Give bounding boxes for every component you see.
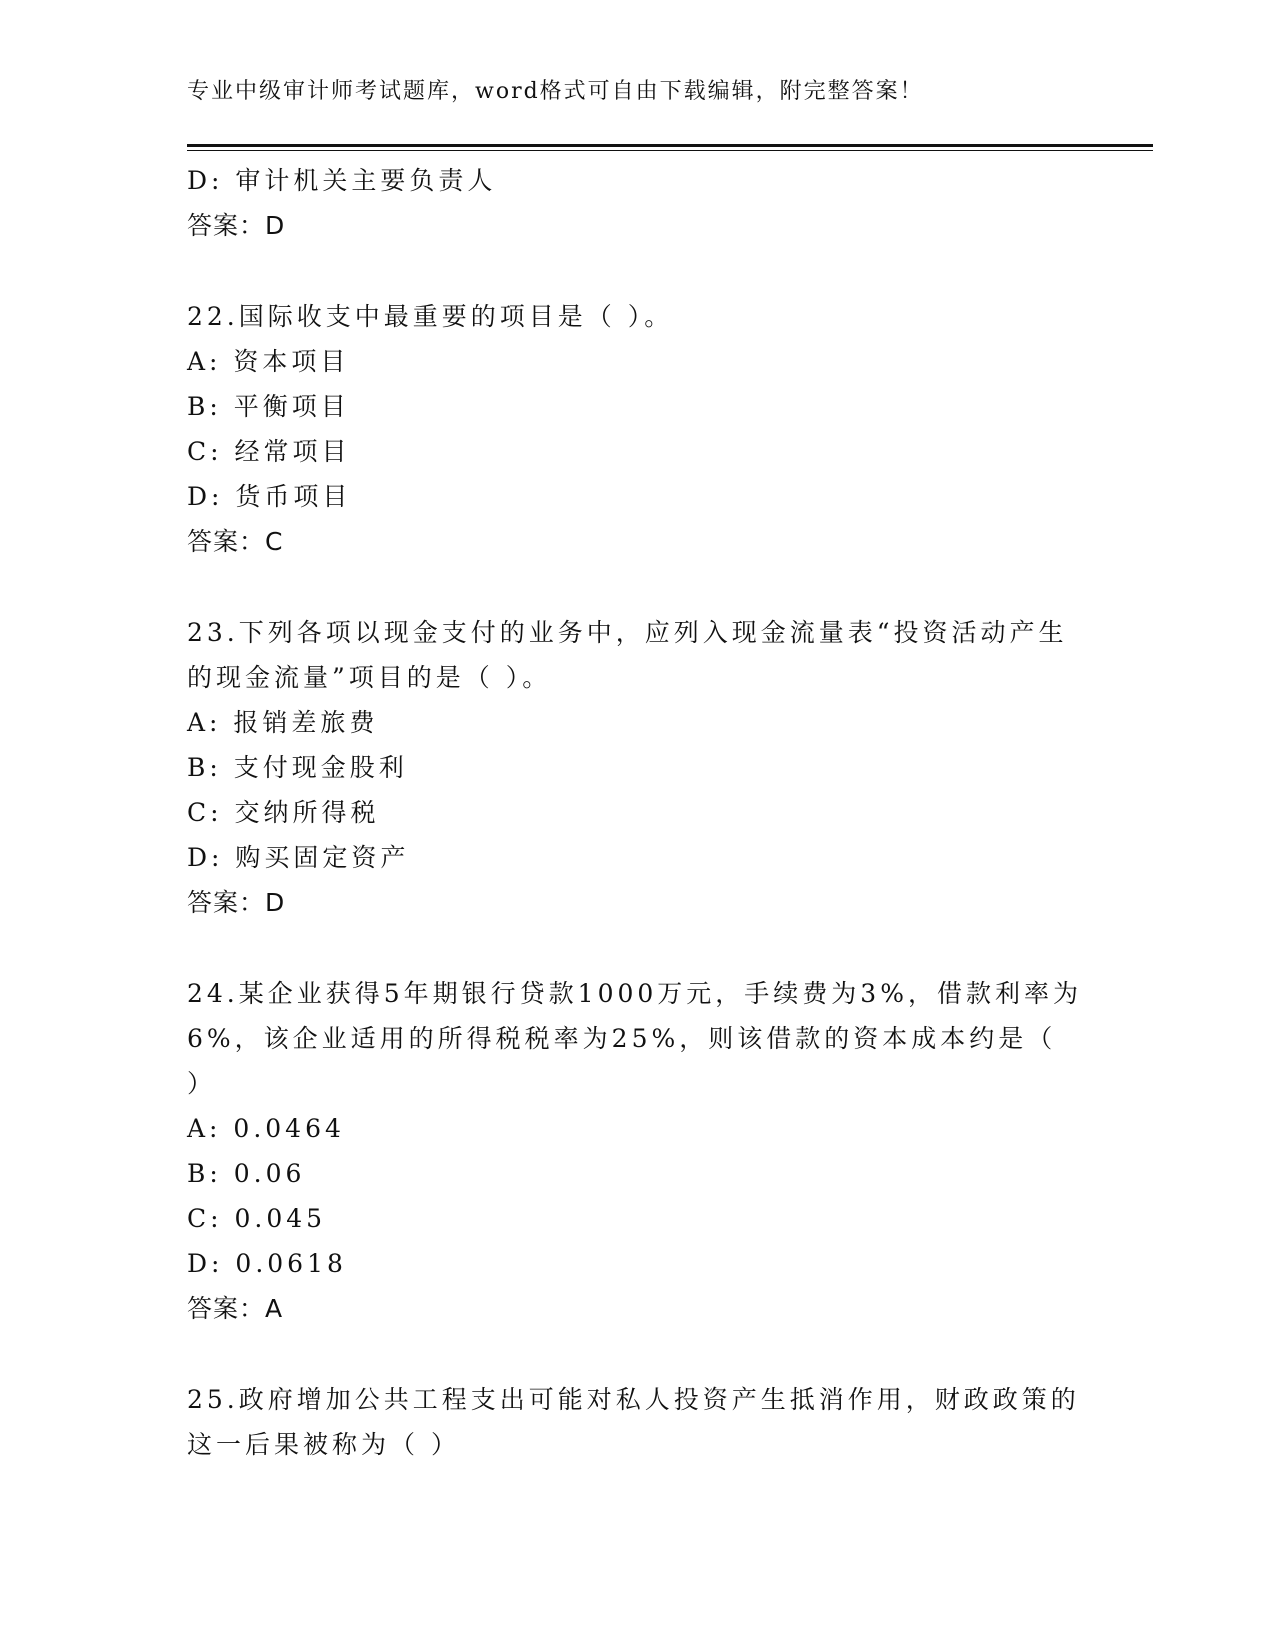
question-block (187, 1377, 1087, 1467)
question-line: 23.下列各项以现金支付的业务中，应列入现金流量表“投资活动产生 (187, 618, 1068, 647)
question-line: A: 报销差旅费 (187, 708, 379, 737)
block-spacer (187, 249, 1087, 294)
answer-line: 答案：A (187, 1294, 284, 1323)
question-block (187, 294, 1087, 565)
block-spacer (187, 1332, 1087, 1377)
question-line: 这一后果被称为（ ） (187, 1430, 460, 1459)
question-content (187, 158, 1087, 1467)
question-line: B: 0.06 (187, 1159, 306, 1188)
question-line: ） (187, 1069, 217, 1098)
question-line: 6%，该企业适用的所得税税率为25%，则该借款的资本成本约是（ (187, 1024, 1057, 1053)
question-block (187, 610, 1087, 926)
question-line: C: 交纳所得税 (187, 798, 380, 827)
page-header: 专业中级审计师考试题库，word格式可自由下载编辑，附完整答案！ (187, 79, 924, 104)
question-line: C: 0.045 (187, 1204, 327, 1233)
question-line: D: 购买固定资产 (187, 843, 410, 872)
answer-line: 答案：D (187, 211, 286, 240)
question-line: D: 货币项目 (187, 482, 352, 511)
answer-line: 答案：C (187, 527, 284, 556)
block-spacer (187, 565, 1087, 610)
question-line: 的现金流量”项目的是（ ）。 (187, 663, 552, 692)
header-rule-thick (187, 144, 1153, 147)
answer-line: 答案：D (187, 888, 286, 917)
question-line: 22.国际收支中最重要的项目是（ ）。 (187, 302, 674, 331)
question-block (187, 971, 1087, 1332)
question-block (187, 158, 1087, 249)
block-spacer (187, 926, 1087, 971)
question-line: A: 0.0464 (187, 1114, 345, 1143)
header-rule-thin (187, 150, 1153, 151)
question-line: C: 经常项目 (187, 437, 351, 466)
question-line: B: 支付现金股利 (187, 753, 408, 782)
question-line: B: 平衡项目 (187, 392, 350, 421)
question-line: A: 资本项目 (187, 347, 350, 376)
question-line: D: 0.0618 (187, 1249, 347, 1278)
question-line: 25.政府增加公共工程支出可能对私人投资产生抵消作用，财政政策的 (187, 1385, 1080, 1414)
question-line: D: 审计机关主要负责人 (187, 166, 497, 195)
question-line: 24.某企业获得5年期银行贷款1000万元，手续费为3%，借款利率为 (187, 979, 1082, 1008)
